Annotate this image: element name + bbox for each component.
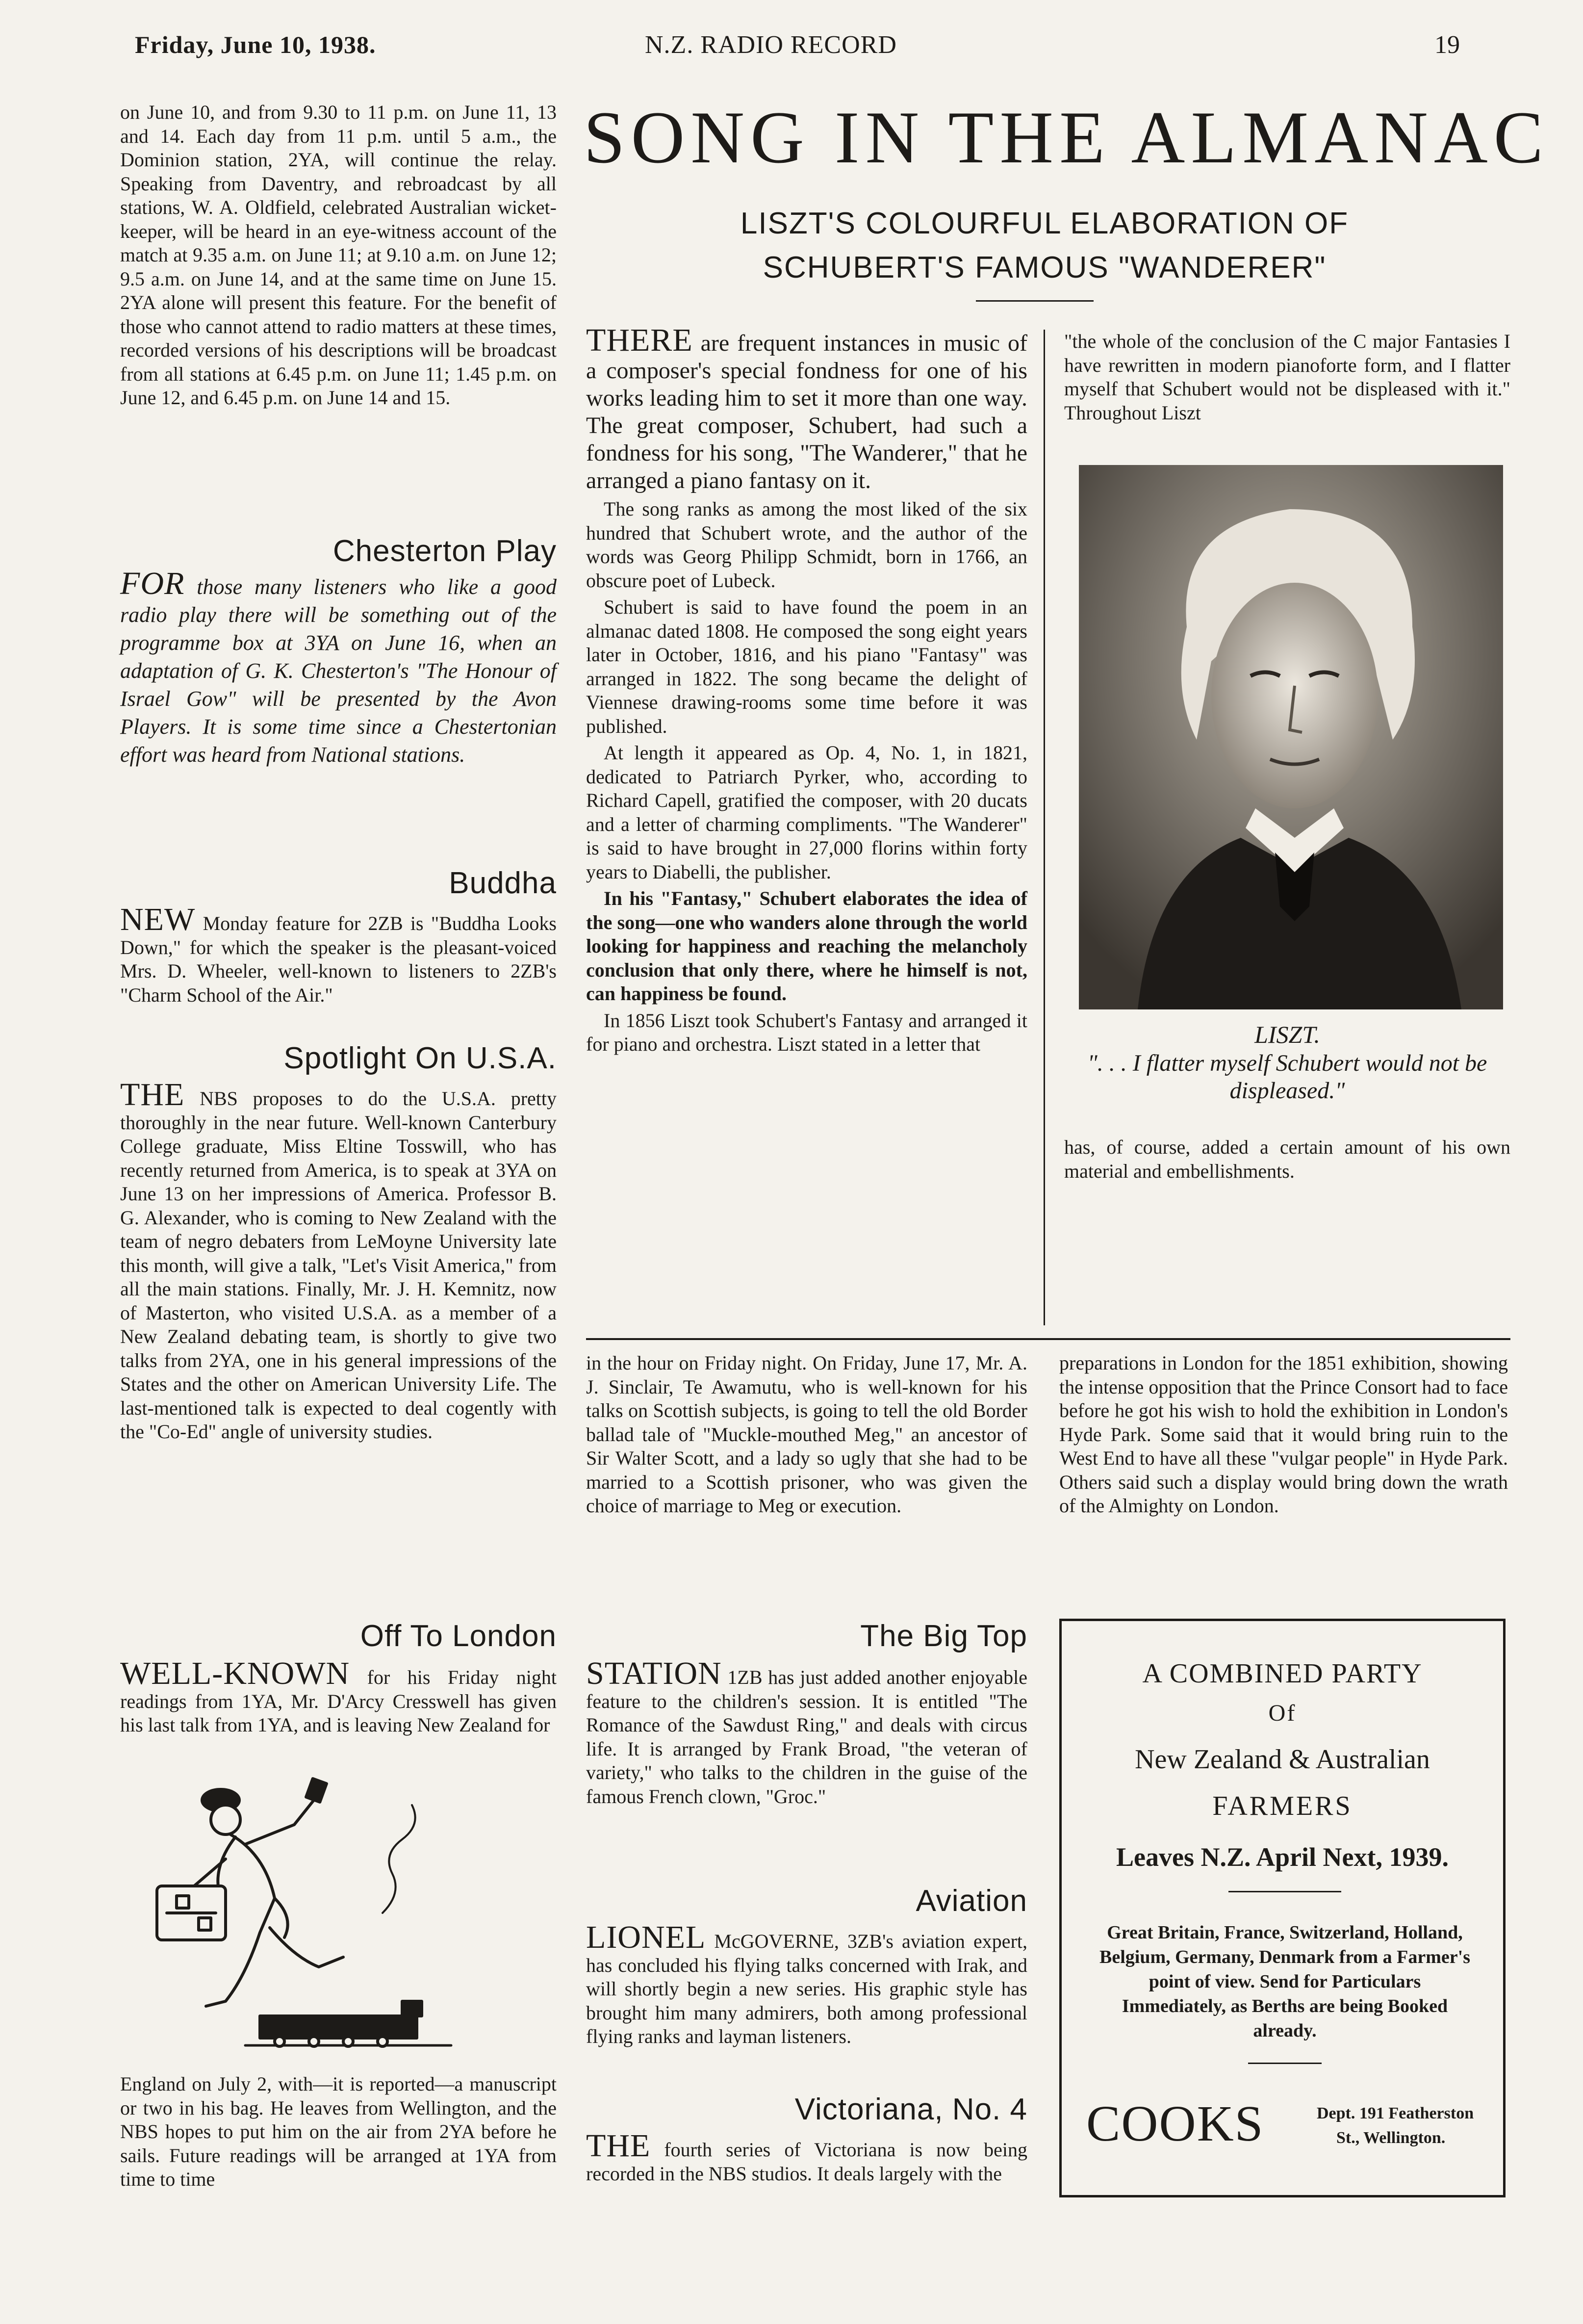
buddha-article: [120, 902, 557, 1010]
london-text: for his Friday night readings from 1YA, Mr. D'Arcy Cresswell has given his last talk from 1YA, and is leaving New Zealand for: [120, 1666, 557, 1736]
advert-line2: Of: [1268, 1700, 1297, 1726]
london-article-continued: [120, 2072, 557, 2195]
main-subhead-line2: SCHUBERT'S FAMOUS "WANDERER": [763, 251, 1327, 284]
liszt-portrait: [1079, 465, 1503, 1009]
advert-line1: A COMBINED PARTY: [1142, 1658, 1423, 1689]
traveller-cartoon: [147, 1771, 500, 2060]
portrait-caption-name: LISZT.: [1254, 1021, 1320, 1048]
spotlight-article: [120, 1077, 557, 1447]
exhibition-article: [1059, 1351, 1508, 1521]
advert-address-line1: Dept. 191 Featherston: [1317, 2104, 1474, 2122]
main-headline: SONG IN THE ALMANAC: [584, 96, 1550, 179]
advert-rule-top: [1228, 1891, 1341, 1892]
advert-address-line2: St., Wellington.: [1336, 2129, 1446, 2147]
main-col1-p2: The song ranks as among the most liked of the six hundred that Schubert wrote, and the author of the words was Georg Philipp Schmidt, born in 1766, an obscure poet of Lubeck.: [586, 498, 1027, 592]
main-col1-p5: In his "Fantasy," Schubert elaborates the idea of the song—one who wanders alone through the world looking for happiness and reaching the melancholy conclusion that only there, where he himself is not, can happiness be found.: [586, 887, 1027, 1005]
big-top-heading: The Big Top: [860, 1619, 1027, 1653]
chesterton-text: those many listeners who like a good radio play there will be something out of the programme box at 3YA on June 16, when an adaptation of G. K. Chesterton's "The Honour of Israel Gow" will be presented by the Avon Players. It is some time since a Chestertonian effort was heard from National stations.: [120, 575, 557, 767]
cooks-advert: [1059, 1619, 1506, 2197]
buddha-heading: Buddha: [449, 866, 557, 900]
cricket-relay-text: [120, 101, 557, 413]
exhibition-text: preparations in London for the 1851 exhibition, showing the intense opposition that the Prince Consort had to face before he got his wish to hold the exhibition in London's Hyde Park. Some said that it would bring ruin to the West End to have all these "vulgar people" in Hyde Park. Others said such a display would bring down the wrath of the Almighty on London.: [1059, 1352, 1508, 1517]
advert-line4: FARMERS: [1212, 1791, 1353, 1821]
main-col1-p1: are frequent instances in music of a composer's special fondness for one of his works leading him to set it more than one way. The great composer, Schubert, had such a fondness for his song, "The Wanderer," that he arranged a piano fantasy on it.: [586, 330, 1027, 493]
victoriana-dropcap: THE: [586, 2128, 651, 2164]
spotlight-dropcap: THE: [120, 1077, 185, 1112]
big-top-text: 1ZB has just added another enjoyable feature to the children's session. It is entitled "The Romance of the Sawdust Ring," and deals with circus life. It is arranged by Frank Broad, "the veteran of variety," who talks to the children in the guise of the famous French clown, "Groc.": [586, 1666, 1027, 1808]
chesterton-dropcap: FOR: [120, 566, 185, 601]
spotlight-text: NBS proposes to do the U.S.A. pretty thoroughly in the near future. Well-known Canterbury College graduate, Miss Eltine Tosswill, who has recently returned from America, is to speak at 3YA on June 13 on her impressions of America. Professor B. G. Alexander, who is coming to New Zealand with the team of negro debaters from LeMoyne University late this month, will give a talk, "Let's Visit America," from all the main stations. Finally, Mr. J. H. Kemnitz, now of Masterton, who visited U.S.A. as a member of a New Zealand debating team, is shortly to give two talks from 2YA, one in his general impressions of the States and the other on American University Life. The last-mentioned talk is expected to deal cogently with the "Co-Ed" angle of university studies.: [120, 1087, 557, 1443]
main-col2-p2: has, of course, added a certain amount of his own material and embellishments.: [1064, 1136, 1510, 1182]
main-article-col2-bottom: [1064, 1136, 1510, 1186]
spotlight-heading: Spotlight On U.S.A.: [283, 1041, 557, 1075]
aviation-dropcap: LIONEL: [586, 1919, 706, 1955]
sinclair-text: in the hour on Friday night. On Friday, June 17, Mr. A. J. Sinclair, Te Awamutu, who is well-known for his talks on Scottish subjects, is going to tell the old Border ballad tale of "Muckle-mouthed Meg," an ancestor of Sir Walter Scott, and a lady so ugly that she had to be married to a Scottish prisoner, who was given the choice of marriage to Meg or execution.: [586, 1352, 1027, 1517]
aviation-heading: Aviation: [916, 1884, 1027, 1918]
aviation-text: McGOVERNE, 3ZB's aviation expert, has concluded his flying talks concerned with Irak, and will shortly begin a new series. His graphic style has brought him many admirers, both among professional flying ranks and layman listeners.: [586, 1930, 1027, 2047]
london-article: [120, 1655, 557, 1740]
portrait-caption-quote: ". . . I flatter myself Schubert would not be displeased.": [1087, 1050, 1487, 1104]
cricket-paragraph: on June 10, and from 9.30 to 11 p.m. on June 11, 13 and 14. Each day from 11 p.m. until 5 a.m., the Dominion station, 2YA, will continue the relay. Speaking from Daventry, and rebroadcast by all stations, W. A. Oldfield, celebrated Australian wicket-keeper, will be heard in an eye-witness account of the match at 9.35 a.m. on June 11; at 9.10 a.m. on June 12; 9.5 a.m. on June 14, and at the same time on June 15. 2YA alone will present this feature. For the benefit of those who cannot attend to radio matters at these times, recorded versions of his descriptions will be broadcast from all stations at 6.45 p.m. on June 11; 1.45 p.m. on June 12, and 6.45 p.m. on June 14 and 15.: [120, 101, 557, 409]
victoriana-text: fourth series of Victoriana is now being recorded in the NBS studios. It deals largely with the: [586, 2139, 1027, 2185]
advert-line5: Leaves N.Z. April Next, 1939.: [1116, 1842, 1449, 1872]
main-subhead-line1: LISZT'S COLOURFUL ELABORATION OF: [740, 207, 1349, 240]
chesterton-article: [120, 566, 557, 772]
buddha-text: Monday feature for 2ZB is "Buddha Looks Down," for which the speaker is the pleasant-voiced Mrs. D. Wheeler, well-known to listeners to 2ZB's "Charm School of the Air.": [120, 912, 557, 1006]
issue-date: Friday, June 10, 1938.: [135, 31, 376, 58]
big-top-dropcap: STATION: [586, 1655, 722, 1691]
victoriana-heading: Victoriana, No. 4: [794, 2092, 1027, 2126]
subhead-rule: [976, 300, 1094, 302]
publication-title: N.Z. RADIO RECORD: [645, 31, 897, 59]
advert-details: Great Britain, France, Switzerland, Holland, Belgium, Germany, Denmark from a Farmer's point of view. Send for Particulars Immediately, as Berths are being Booked already.: [1099, 1922, 1470, 2041]
chesterton-heading: Chesterton Play: [332, 534, 557, 568]
main-col1-p3: Schubert is said to have found the poem in an almanac dated 1808. He composed the song eight years later in October, 1816, and his piano "Fantasy" was arranged in 1822. The song became the delight of Viennese drawing-rooms some time before it was published.: [586, 596, 1027, 737]
aviation-article: [586, 1919, 1027, 2052]
advert-brand: COOKS: [1086, 2095, 1264, 2152]
page-header: [0, 0, 1583, 64]
advert-line3: New Zealand & Australian: [1135, 1744, 1430, 1775]
liszt-portrait-image: [1079, 465, 1503, 1009]
traveller-illustration: [147, 1771, 500, 2060]
main-dropcap: THERE: [586, 322, 693, 358]
main-article-col2-top: [1064, 330, 1510, 428]
main-col1-p6: In 1856 Liszt took Schubert's Fantasy and arranged it for piano and orchestra. Liszt stated in a letter that: [586, 1009, 1027, 1055]
main-col1-p4: At length it appeared as Op. 4, No. 1, in 1821, dedicated to Patriarch Pyrker, who, according to Richard Capell, gratified the composer, with 20 ducats and a letter of charming compliments. "The Wanderer" is said to have brought in 27,000 florins within forty years to Diabelli, the publisher.: [586, 742, 1027, 883]
big-top-article: [586, 1655, 1027, 1811]
main-article-column-rule: [1044, 330, 1045, 1325]
sinclair-article: [586, 1351, 1027, 1521]
advert-rule-bottom: [1248, 2063, 1322, 2064]
london-continued-text: England on July 2, with—it is reported—a manuscript or two in his bag. He leaves from Wellington, and the NBS hopes to put him on the air from 2YA before he sails. Future readings will be arranged at 1YA from time to time: [120, 2073, 557, 2190]
london-dropcap: WELL-KNOWN: [120, 1655, 350, 1691]
main-col2-p1: "the whole of the conclusion of the C major Fantasies I have rewritten in modern pianoforte form, and I flatter myself that Schubert would not be displeased with it." Throughout Liszt: [1064, 330, 1510, 424]
victoriana-article: [586, 2128, 1027, 2189]
main-article-bottom-rule: [586, 1338, 1510, 1340]
main-article-col1: [586, 322, 1027, 1059]
page-number: 19: [1434, 31, 1460, 59]
buddha-dropcap: NEW: [120, 902, 196, 937]
london-heading: Off To London: [360, 1619, 557, 1653]
